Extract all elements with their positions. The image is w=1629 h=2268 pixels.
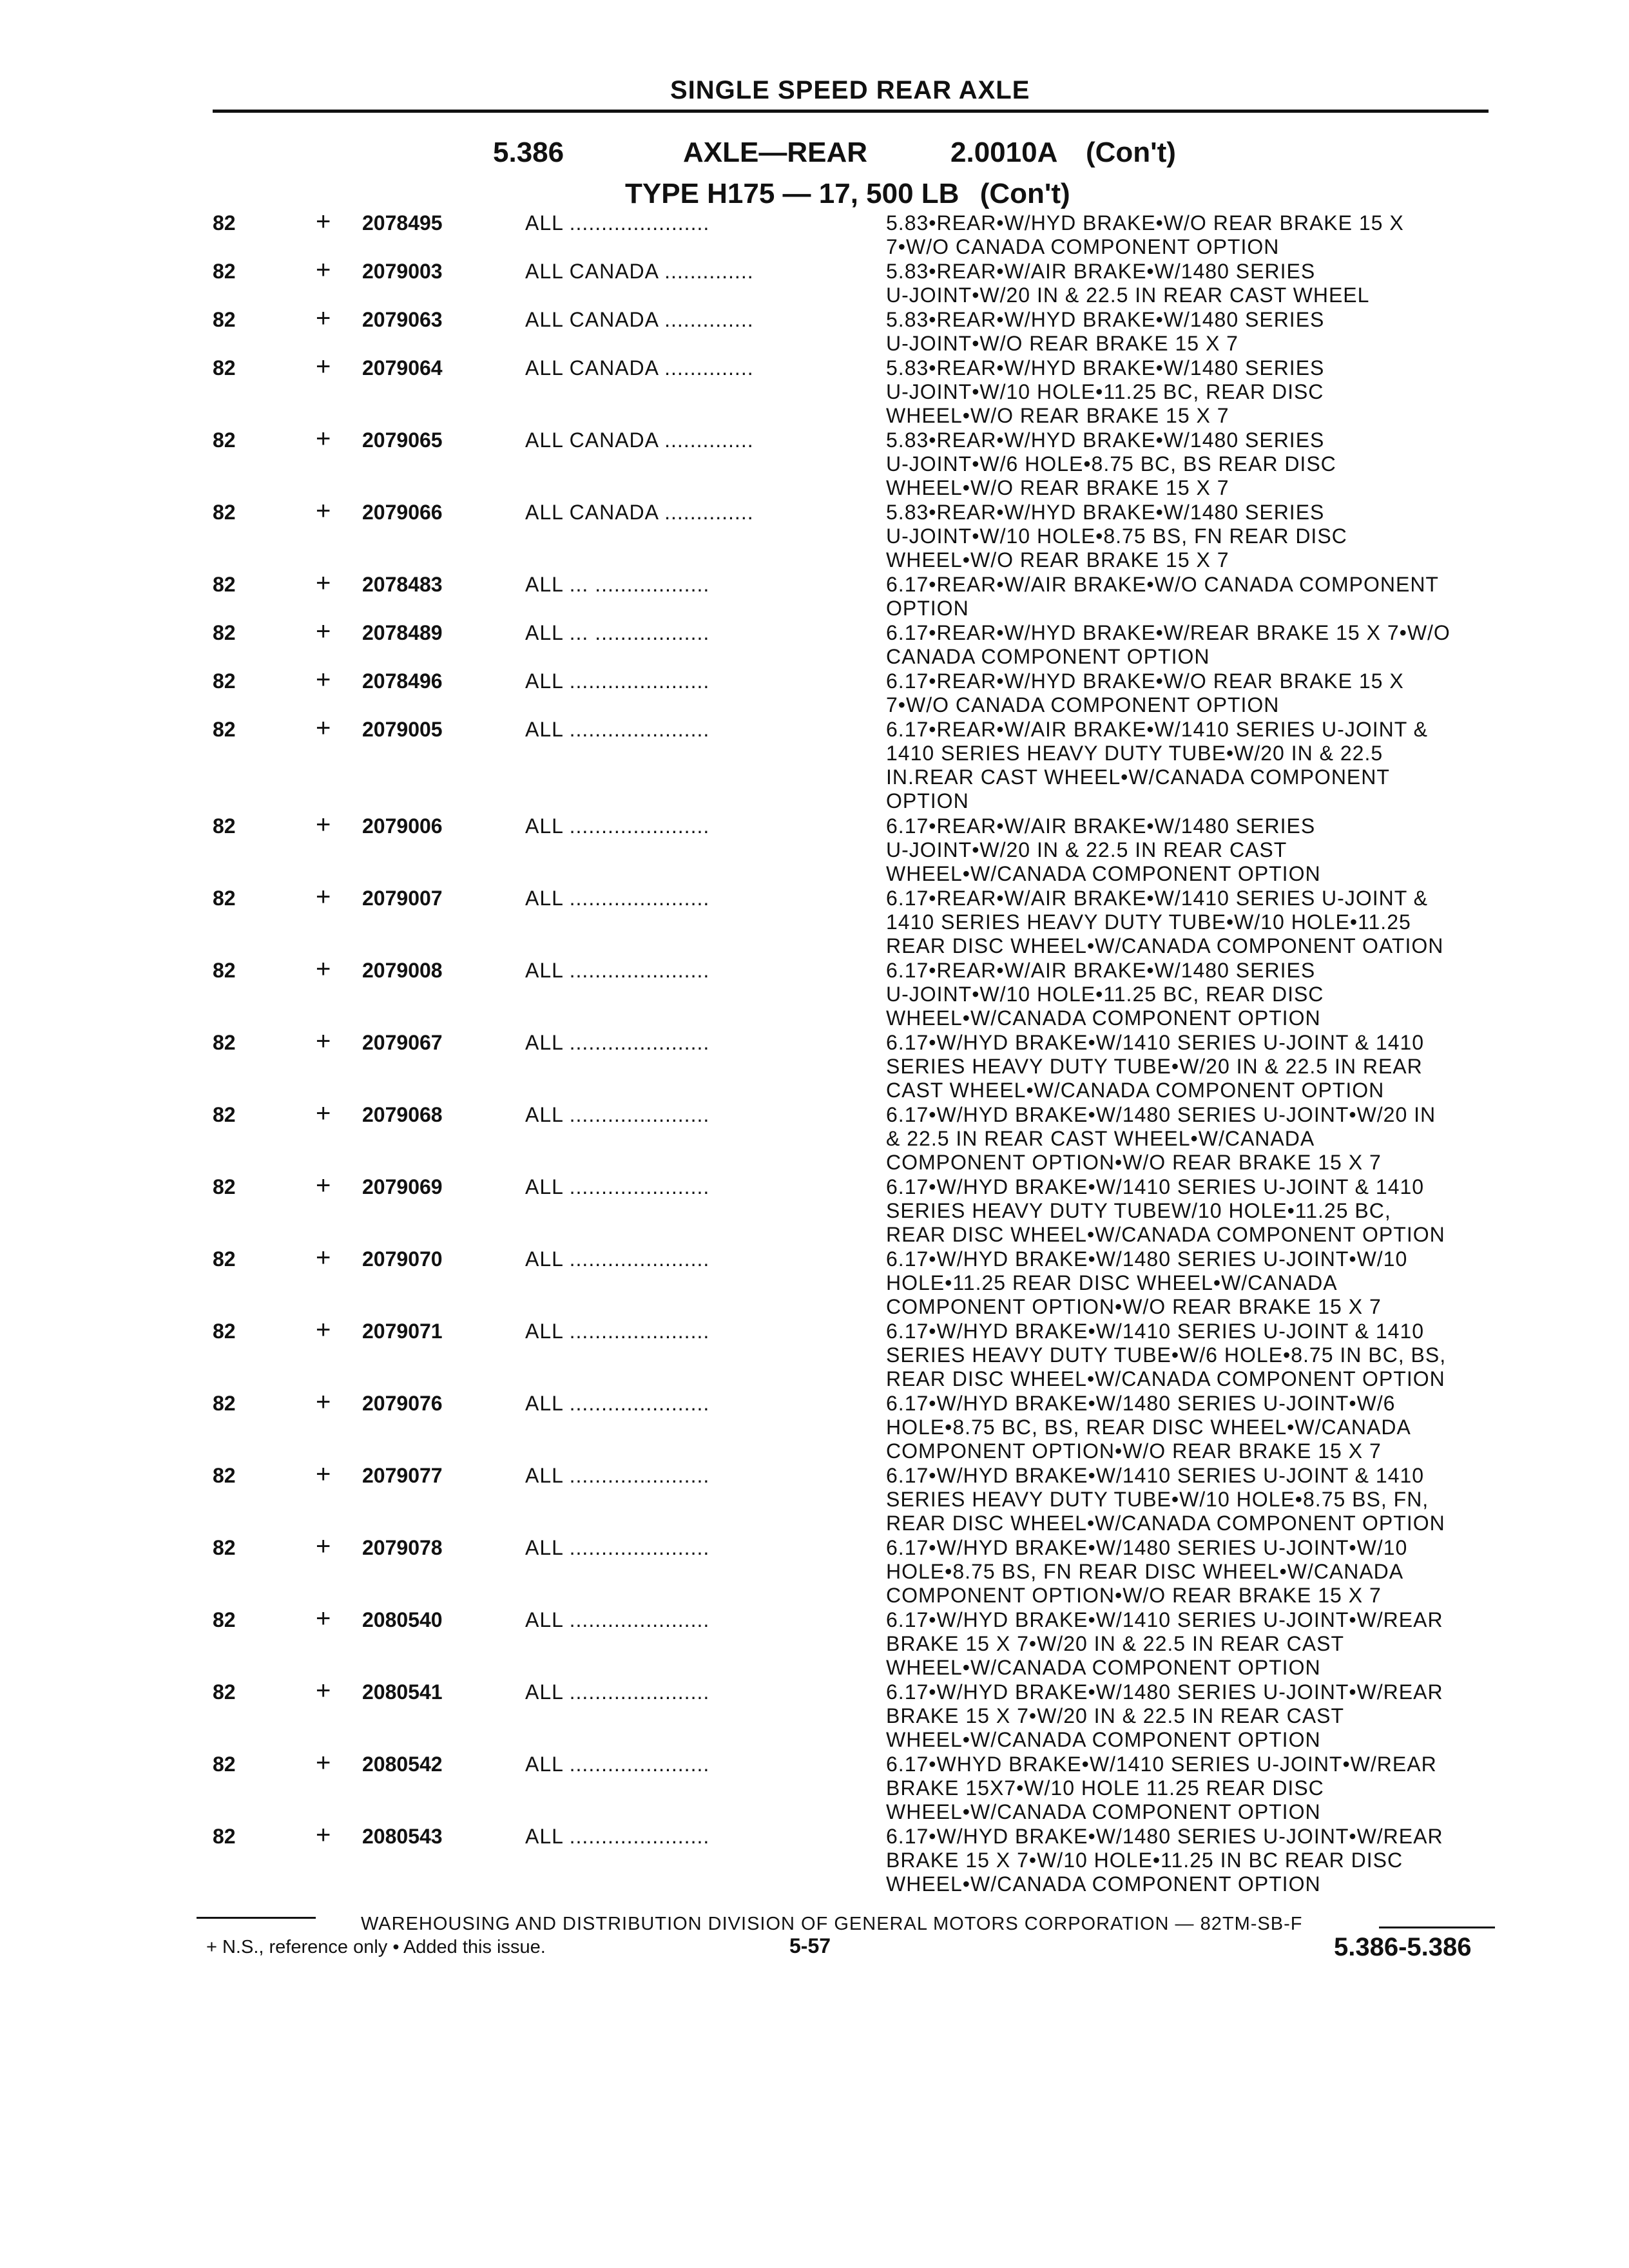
part-number: 2080542 xyxy=(362,1753,443,1776)
not-serviced-mark: + xyxy=(316,883,331,911)
not-serviced-mark: + xyxy=(316,617,331,646)
model-year: 82 xyxy=(213,718,236,741)
model-year: 82 xyxy=(213,428,236,452)
group-continued: (Con't) xyxy=(1086,137,1176,168)
model-year: 82 xyxy=(213,1608,236,1631)
description: 6.17•W/HYD BRAKE•W/1480 SERIES U-JOINT•W/6 HOLE•8.75 BC, BS, REAR DISC WHEEL•W/CANADA COMPONENT OPTION•W/O REAR BRAKE 15 X 7 xyxy=(886,1392,1411,1463)
model-year: 82 xyxy=(213,1103,236,1126)
section-number: 5.386 xyxy=(493,137,564,168)
description: 5.83•REAR•W/HYD BRAKE•W/1480 SERIES U-JOINT•W/6 HOLE•8.75 BC, BS REAR DISC WHEEL•W/O REAR BRAKE 15 X 7 xyxy=(886,428,1336,499)
application: ALL ... .................. xyxy=(525,573,710,596)
group-number: 2.0010A xyxy=(950,137,1058,168)
not-serviced-mark: + xyxy=(316,352,331,381)
part-number: 2078483 xyxy=(362,573,443,596)
application: ALL ...................... xyxy=(525,718,710,741)
part-number: 2079066 xyxy=(362,501,443,524)
application: ALL ...................... xyxy=(525,1320,710,1343)
type-label: TYPE H175 — 17, 500 LB xyxy=(625,178,959,209)
model-year: 82 xyxy=(213,669,236,693)
part-number: 2079063 xyxy=(362,308,443,331)
part-number: 2079070 xyxy=(362,1247,443,1271)
not-serviced-mark: + xyxy=(316,256,331,284)
description: 6.17•WHYD BRAKE•W/1410 SERIES U-JOINT•W/REAR BRAKE 15X7•W/10 HOLE 11.25 REAR DISC WHEEL•W/CANADA COMPONENT OPTION xyxy=(886,1753,1437,1823)
not-serviced-mark: + xyxy=(316,569,331,597)
part-number: 2080541 xyxy=(362,1680,443,1704)
top-rule xyxy=(213,110,1489,113)
part-number: 2079067 xyxy=(362,1031,443,1054)
type-heading xyxy=(625,178,1070,210)
part-number: 2079005 xyxy=(362,718,443,741)
footer-rule-left xyxy=(197,1917,316,1919)
part-number: 2078496 xyxy=(362,669,443,693)
application: ALL ...................... xyxy=(525,1247,710,1271)
part-number: 2079071 xyxy=(362,1320,443,1343)
description: 6.17•W/HYD BRAKE•W/1410 SERIES U-JOINT & 1410 SERIES HEAVY DUTY TUBE•W/10 HOLE•8.75 BS, FN, REAR DISC WHEEL•W/CANADA COMPONENT OPTION xyxy=(886,1464,1445,1535)
description: 6.17•REAR•W/AIR BRAKE•W/1410 SERIES U-JOINT & 1410 SERIES HEAVY DUTY TUBE•W/20 IN & 22.5 IN.REAR CAST WHEEL•W/CANADA COMPONENT OPTION xyxy=(886,718,1428,812)
application: ALL CANADA .............. xyxy=(525,356,754,380)
not-serviced-mark: + xyxy=(316,1532,331,1561)
footnote: + N.S., reference only • Added this issue. xyxy=(206,1937,546,1957)
application: ALL ...................... xyxy=(525,1464,710,1487)
not-serviced-mark: + xyxy=(316,497,331,525)
application: ALL ...................... xyxy=(525,669,710,693)
part-number: 2079076 xyxy=(362,1392,443,1415)
part-number: 2079068 xyxy=(362,1103,443,1126)
application: ALL ...................... xyxy=(525,814,710,838)
model-year: 82 xyxy=(213,1031,236,1054)
not-serviced-mark: + xyxy=(316,1821,331,1849)
description: 6.17•W/HYD BRAKE•W/1480 SERIES U-JOINT•W/20 IN & 22.5 IN REAR CAST WHEEL•W/CANADA COMPONENT OPTION•W/O REAR BRAKE 15 X 7 xyxy=(886,1103,1436,1174)
model-year: 82 xyxy=(213,211,236,235)
description: 6.17•REAR•W/AIR BRAKE•W/1480 SERIES U-JOINT•W/10 HOLE•11.25 BC, REAR DISC WHEEL•W/CANADA COMPONENT OPTION xyxy=(886,959,1324,1030)
description: 5.83•REAR•W/HYD BRAKE•W/1480 SERIES U-JOINT•W/10 HOLE•11.25 BC, REAR DISC WHEEL•W/O REAR BRAKE 15 X 7 xyxy=(886,356,1325,427)
model-year: 82 xyxy=(213,1247,236,1271)
application: ALL ...................... xyxy=(525,1392,710,1415)
description: 6.17•REAR•W/AIR BRAKE•W/1480 SERIES U-JOINT•W/20 IN & 22.5 IN REAR CAST WHEEL•W/CANADA COMPONENT OPTION xyxy=(886,814,1321,885)
not-serviced-mark: + xyxy=(316,1604,331,1633)
description: 6.17•W/HYD BRAKE•W/1410 SERIES U-JOINT & 1410 SERIES HEAVY DUTY TUBE•W/20 IN & 22.5 IN REAR CAST WHEEL•W/CANADA COMPONENT OPTION xyxy=(886,1031,1425,1102)
model-year: 82 xyxy=(213,356,236,380)
not-serviced-mark: + xyxy=(316,1749,331,1777)
description: 5.83•REAR•W/HYD BRAKE•W/O REAR BRAKE 15 X 7•W/O CANADA COMPONENT OPTION xyxy=(886,211,1404,258)
model-year: 82 xyxy=(213,959,236,982)
model-year: 82 xyxy=(213,1464,236,1487)
model-year: 82 xyxy=(213,501,236,524)
not-serviced-mark: + xyxy=(316,666,331,694)
model-year: 82 xyxy=(213,887,236,910)
model-year: 82 xyxy=(213,260,236,283)
model-year: 82 xyxy=(213,1392,236,1415)
application: ALL ...................... xyxy=(525,1031,710,1054)
not-serviced-mark: + xyxy=(316,1388,331,1416)
model-year: 82 xyxy=(213,814,236,838)
model-year: 82 xyxy=(213,1320,236,1343)
not-serviced-mark: + xyxy=(316,1099,331,1128)
part-number: 2079078 xyxy=(362,1536,443,1559)
application: ALL CANADA .............. xyxy=(525,308,754,331)
model-year: 82 xyxy=(213,1825,236,1848)
application: ALL ...................... xyxy=(525,1103,710,1126)
description: 6.17•W/HYD BRAKE•W/1410 SERIES U-JOINT & 1410 SERIES HEAVY DUTY TUBE•W/6 HOLE•8.75 IN BC, BS, REAR DISC WHEEL•W/CANADA COMPONENT OPTION xyxy=(886,1320,1447,1390)
description: 6.17•REAR•W/AIR BRAKE•W/1410 SERIES U-JOINT & 1410 SERIES HEAVY DUTY TUBE•W/10 HOLE•11.25 REAR DISC WHEEL•W/CANADA COMPONENT OATION xyxy=(886,887,1444,957)
page-title: SINGLE SPEED REAR AXLE xyxy=(670,76,1030,104)
application: ALL CANADA .............. xyxy=(525,501,754,524)
model-year: 82 xyxy=(213,1753,236,1776)
application: ALL ...................... xyxy=(525,1608,710,1631)
description: 6.17•W/HYD BRAKE•W/1410 SERIES U-JOINT & 1410 SERIES HEAVY DUTY TUBEW/10 HOLE•11.25 BC, REAR DISC WHEEL•W/CANADA COMPONENT OPTION xyxy=(886,1175,1445,1246)
not-serviced-mark: + xyxy=(316,1677,331,1705)
model-year: 82 xyxy=(213,308,236,331)
model-year: 82 xyxy=(213,573,236,596)
application: ALL ...................... xyxy=(525,1753,710,1776)
description: 6.17•W/HYD BRAKE•W/1480 SERIES U-JOINT•W/10 HOLE•11.25 REAR DISC WHEEL•W/CANADA COMPONENT OPTION•W/O REAR BRAKE 15 X 7 xyxy=(886,1247,1408,1318)
application: ALL ...................... xyxy=(525,1825,710,1848)
application: ALL ...................... xyxy=(525,959,710,982)
application: ALL CANADA .............. xyxy=(525,428,754,452)
description: 6.17•W/HYD BRAKE•W/1480 SERIES U-JOINT•W/10 HOLE•8.75 BS, FN REAR DISC WHEEL•W/CANADA COMPONENT OPTION•W/O REAR BRAKE 15 X 7 xyxy=(886,1536,1408,1607)
not-serviced-mark: + xyxy=(316,304,331,332)
publisher-line: WAREHOUSING AND DISTRIBUTION DIVISION OF GENERAL MOTORS CORPORATION — 82TM-SB-F xyxy=(361,1914,1303,1934)
part-number: 2079008 xyxy=(362,959,443,982)
not-serviced-mark: + xyxy=(316,1244,331,1272)
description: 5.83•REAR•W/HYD BRAKE•W/1480 SERIES U-JOINT•W/10 HOLE•8.75 BS, FN REAR DISC WHEEL•W/O REAR BRAKE 15 X 7 xyxy=(886,501,1347,572)
application: ALL ...................... xyxy=(525,887,710,910)
not-serviced-mark: + xyxy=(316,207,331,236)
model-year: 82 xyxy=(213,621,236,644)
application: ALL ... .................. xyxy=(525,621,710,644)
type-continued: (Con't) xyxy=(979,178,1070,209)
part-number: 2079007 xyxy=(362,887,443,910)
description: 6.17•REAR•W/HYD BRAKE•W/REAR BRAKE 15 X 7•W/O CANADA COMPONENT OPTION xyxy=(886,621,1451,668)
application: ALL ...................... xyxy=(525,211,710,235)
description: 6.17•W/HYD BRAKE•W/1480 SERIES U-JOINT•W/REAR BRAKE 15 X 7•W/10 HOLE•11.25 IN BC REAR DISC WHEEL•W/CANADA COMPONENT OPTION xyxy=(886,1825,1443,1896)
description: 5.83•REAR•W/AIR BRAKE•W/1480 SERIES U-JOINT•W/20 IN & 22.5 IN REAR CAST WHEEL xyxy=(886,260,1370,307)
part-number: 2080543 xyxy=(362,1825,443,1848)
part-number: 2078495 xyxy=(362,211,443,235)
description: 6.17•REAR•W/AIR BRAKE•W/O CANADA COMPONENT OPTION xyxy=(886,573,1439,620)
part-number: 2078489 xyxy=(362,621,443,644)
section-range: 5.386-5.386 xyxy=(1334,1933,1472,1961)
part-number: 2079064 xyxy=(362,356,443,380)
group-name: AXLE—REAR xyxy=(683,137,868,168)
application: ALL ...................... xyxy=(525,1536,710,1559)
part-number: 2080540 xyxy=(362,1608,443,1631)
not-serviced-mark: + xyxy=(316,425,331,453)
model-year: 82 xyxy=(213,1536,236,1559)
description: 6.17•W/HYD BRAKE•W/1480 SERIES U-JOINT•W/REAR BRAKE 15 X 7•W/20 IN & 22.5 IN REAR CAST WHEEL•W/CANADA COMPONENT OPTION xyxy=(886,1680,1443,1751)
not-serviced-mark: + xyxy=(316,811,331,839)
model-year: 82 xyxy=(213,1175,236,1198)
description: 5.83•REAR•W/HYD BRAKE•W/1480 SERIES U-JOINT•W/O REAR BRAKE 15 X 7 xyxy=(886,308,1325,355)
part-number: 2079006 xyxy=(362,814,443,838)
description: 6.17•REAR•W/HYD BRAKE•W/O REAR BRAKE 15 X 7•W/O CANADA COMPONENT OPTION xyxy=(886,669,1404,716)
not-serviced-mark: + xyxy=(316,955,331,983)
not-serviced-mark: + xyxy=(316,1171,331,1200)
part-number: 2079077 xyxy=(362,1464,443,1487)
description: 6.17•W/HYD BRAKE•W/1410 SERIES U-JOINT•W/REAR BRAKE 15 X 7•W/20 IN & 22.5 IN REAR CAST WHEEL•W/CANADA COMPONENT OPTION xyxy=(886,1608,1443,1679)
part-number: 2079003 xyxy=(362,260,443,283)
part-number: 2079065 xyxy=(362,428,443,452)
not-serviced-mark: + xyxy=(316,1027,331,1055)
application: ALL ...................... xyxy=(525,1680,710,1704)
not-serviced-mark: + xyxy=(316,1460,331,1488)
footer-rule-right xyxy=(1379,1927,1495,1928)
not-serviced-mark: + xyxy=(316,1316,331,1344)
application: ALL ...................... xyxy=(525,1175,710,1198)
not-serviced-mark: + xyxy=(316,714,331,742)
part-number: 2079069 xyxy=(362,1175,443,1198)
application: ALL CANADA .............. xyxy=(525,260,754,283)
page-number: 5-57 xyxy=(789,1934,831,1957)
model-year: 82 xyxy=(213,1680,236,1704)
